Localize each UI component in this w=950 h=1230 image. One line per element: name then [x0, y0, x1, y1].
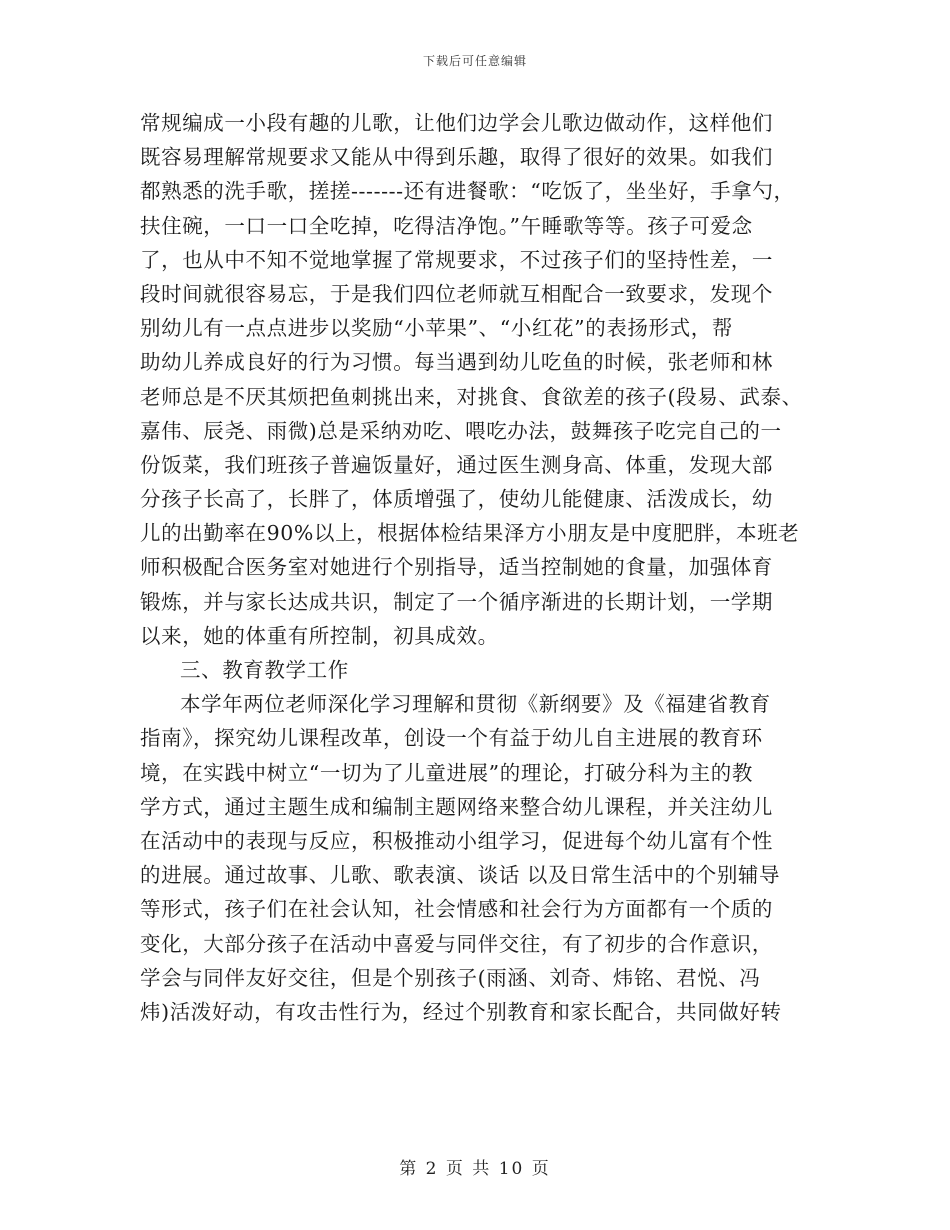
- section-line: 学方式，通过主题生成和编制主题网络来整合幼儿课程，并关注幼儿: [140, 794, 773, 819]
- body-line: 都熟悉的洗手歌，搓搓-------还有进餐歌：“吃饭了，坐坐好，手拿勺，: [140, 179, 795, 204]
- body-line: 分孩子长高了，长胖了，体质增强了，使幼儿能健康、活泼成长，幼: [140, 487, 773, 512]
- section-heading: 三、教育教学工作: [180, 658, 349, 682]
- body-line: 老师总是不厌其烦把鱼刺挑出来，对挑食、食欲差的孩子(段易、武泰、: [140, 384, 803, 409]
- body-line: 别幼儿有一点点进步以奖励“小苹果”、“小红花”的表扬形式，帮: [140, 316, 733, 341]
- section-line: 炜)活泼好动，有攻击性行为，经过个别教育和家长配合，共同做好转: [140, 999, 782, 1024]
- page-number: 第 2 页 共 10 页: [399, 1159, 551, 1179]
- body-line: 儿的出勤率在90%以上，根据体检结果泽方小朋友是中度肥胖，本班老: [140, 521, 800, 546]
- body-line: 既容易理解常规要求又能从中得到乐趣，取得了很好的效果。如我们: [140, 145, 773, 170]
- body-line: 助幼儿养成良好的行为习惯。每当遇到幼儿吃鱼的时候，张老师和林: [140, 350, 773, 375]
- section-line: 本学年两位老师深化学习理解和贯彻《新纲要》及《福建省教育: [180, 692, 771, 717]
- section-line: 境，在实践中树立“一切为了儿童进展”的理论，打破分科为主的教: [140, 760, 753, 785]
- section-line: 学会与同伴友好交往，但是个别孩子(雨涵、刘奇、炜铭、君悦、冯: [140, 965, 761, 990]
- body-line: 嘉伟、辰尧、雨微)总是采纳劝吃、喂吃办法，鼓舞孩子吃完自己的一: [140, 418, 782, 443]
- section-line: 指南》，探究幼儿课程改革，创设一个有益于幼儿自主进展的教育环: [140, 726, 763, 751]
- body-line: 以来，她的体重有所控制，初具成效。: [140, 623, 499, 648]
- section-line: 等形式，孩子们在社会认知，社会情感和社会行为方面都有一个质的: [140, 897, 773, 922]
- section-line: 的进展。通过故事、儿歌、歌表演、谈话 以及日常生活中的个别辅导: [140, 863, 781, 888]
- section-line: 变化，大部分孩子在活动中喜爱与同伴交往，有了初步的合作意识，: [140, 931, 773, 956]
- body-line: 了，也从中不知不觉地掌握了常规要求，不过孩子们的坚持性差，一: [140, 247, 773, 272]
- header-editable-note: 下载后可任意编辑: [422, 54, 527, 68]
- body-line: 份饭菜，我们班孩子普遍饭量好，通过医生测身高、体重，发现大部: [140, 452, 773, 477]
- body-line: 段时间就很容易忘，于是我们四位老师就互相配合一致要求，发现个: [140, 281, 773, 306]
- body-line: 常规编成一小段有趣的儿歌，让他们边学会儿歌边做动作，这样他们: [140, 111, 773, 135]
- section-line: 在活动中的表现与反应，积极推动小组学习，促进每个幼儿富有个性: [140, 828, 773, 853]
- body-line: 扶住碗，一口一口全吃掉，吃得洁净饱。”午睡歌等等。孩子可爱念: [140, 213, 753, 238]
- body-text: [140, 106, 830, 1029]
- body-line: 锻炼，并与家长达成共识，制定了一个循序渐进的长期计划，一学期: [140, 589, 773, 614]
- body-line: 师积极配合医务室对她进行个别指导，适当控制她的食量，加强体育: [140, 555, 773, 580]
